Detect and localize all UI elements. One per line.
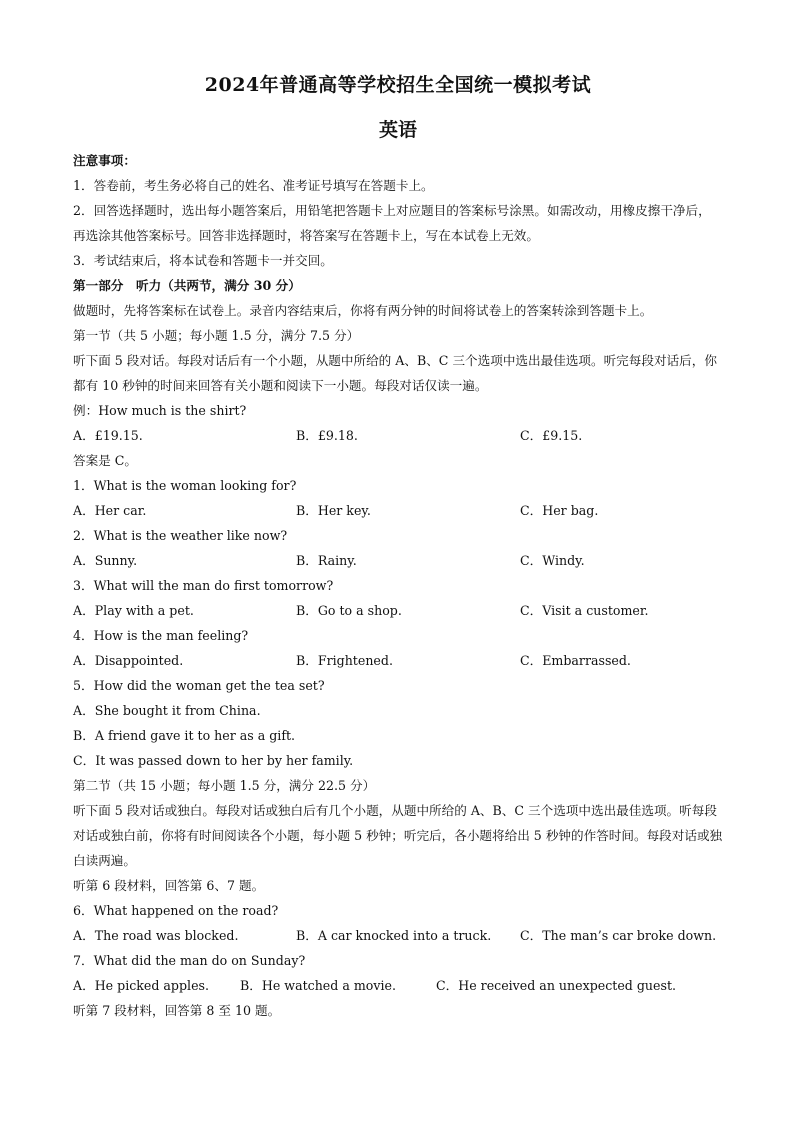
- option-a: A．He picked apples.: [73, 978, 209, 993]
- note-item-3: 3．考试结束后，将本试卷和答题卡一并交回。: [73, 253, 333, 268]
- question-7: 7．What did the man do on Sunday?: [73, 953, 306, 968]
- question-1-options: [73, 498, 723, 523]
- option-c: C．£9.15.: [520, 428, 583, 443]
- option-a: A．The road was blocked.: [73, 928, 239, 943]
- option-b: B．A car knocked into a truck.: [296, 928, 492, 943]
- question-3: 3．What will the man do first tomorrow?: [73, 578, 334, 593]
- subject-title: 英语: [378, 119, 417, 141]
- option-c: C．Windy.: [520, 553, 585, 568]
- notes-heading: 注意事项：: [73, 153, 136, 168]
- note-item-1: 1．答卷前，考生务必将自己的姓名、准考证号填写在答题卡上。: [73, 178, 434, 193]
- option-b: B．A friend gave it to her as a gift.: [73, 728, 296, 743]
- option-b: B．Her key.: [296, 503, 371, 518]
- option-b: B．Go to a shop.: [296, 603, 402, 618]
- option-b: B．Rainy.: [296, 553, 357, 568]
- example-answer: 答案是 C。: [73, 453, 138, 468]
- section2-instructions: 听下面 5 段对话或独白。每段对话或独白后有几个小题，从题中所给的 A、B、C 三个选项中选出最佳选项。听每段对话或独白前，你将有时间阅读各个小题，每小题 5 秒钟；听完后，各小题将给出 5 秒钟的作答时间。每段对话或独白读两遍。: [73, 803, 723, 868]
- section1-heading: 第一节（共 5 小题；每小题 1.5 分，满分 7.5 分）: [73, 328, 360, 343]
- question-5: 5．How did the woman get the tea set?: [73, 678, 325, 693]
- option-b: B．He watched a movie.: [240, 978, 396, 993]
- part1-heading: 第一部分 听力（共两节，满分 30 分）: [73, 278, 301, 293]
- part1-intro: 做题时，先将答案标在试卷上。录音内容结束后，你将有两分钟的时间将试卷上的答案转涂到答题卡上。: [73, 303, 653, 318]
- option-b: B．Frightened.: [296, 653, 393, 668]
- option-a: A．Play with a pet.: [73, 603, 194, 618]
- option-a: A．Her car.: [73, 503, 147, 518]
- material-6-heading: 听第 6 段材料，回答第 6、7 题。: [73, 878, 265, 893]
- option-b: B．£9.18.: [296, 428, 358, 443]
- example-options: [73, 423, 723, 448]
- question-3-options: [73, 598, 723, 623]
- option-a: A．£19.15.: [73, 428, 143, 443]
- exam-title: 2024年普通高等学校招生全国统一模拟考试: [204, 74, 592, 96]
- material-7-heading: 听第 7 段材料，回答第 8 至 10 题。: [73, 1003, 281, 1018]
- question-6: 6．What happened on the road?: [73, 903, 279, 918]
- question-4-options: [73, 648, 723, 673]
- option-a: A．She bought it from China.: [73, 703, 261, 718]
- exam-page: [73, 62, 723, 1023]
- question-7-options: [73, 973, 723, 998]
- section1-instructions: 听下面 5 段对话。每段对话后有一个小题，从题中所给的 A、B、C 三个选项中选出最佳选项。听完每段对话后，你都有 10 秒钟的时间来回答有关小题和阅读下一小题。每段对话仅读一遍。: [73, 353, 717, 393]
- option-c: C．Embarrassed.: [520, 653, 631, 668]
- question-1: 1．What is the woman looking for?: [73, 478, 297, 493]
- section2-heading: 第二节（共 15 小题；每小题 1.5 分，满分 22.5 分）: [73, 778, 376, 793]
- option-a: A．Sunny.: [73, 553, 138, 568]
- option-c: C．It was passed down to her by her family.: [73, 753, 354, 768]
- option-c: C．The man’s car broke down.: [520, 928, 717, 943]
- option-a: A．Disappointed.: [73, 653, 184, 668]
- option-c: C．He received an unexpected guest.: [436, 978, 677, 993]
- example-question: 例：How much is the shirt?: [73, 403, 247, 418]
- question-2: 2．What is the weather like now?: [73, 528, 288, 543]
- note-item-2: 2．回答选择题时，选出每小题答案后，用铅笔把答题卡上对应题目的答案标号涂黑。如需改动，用橡皮擦干净后，再选涂其他答案标号。回答非选择题时，将答案写在答题卡上，写在本试卷上无效。: [73, 203, 711, 243]
- question-6-options: [73, 923, 723, 948]
- option-c: C．Visit a customer.: [520, 603, 649, 618]
- option-c: C．Her bag.: [520, 503, 599, 518]
- question-4: 4．How is the man feeling?: [73, 628, 249, 643]
- question-2-options: [73, 548, 723, 573]
